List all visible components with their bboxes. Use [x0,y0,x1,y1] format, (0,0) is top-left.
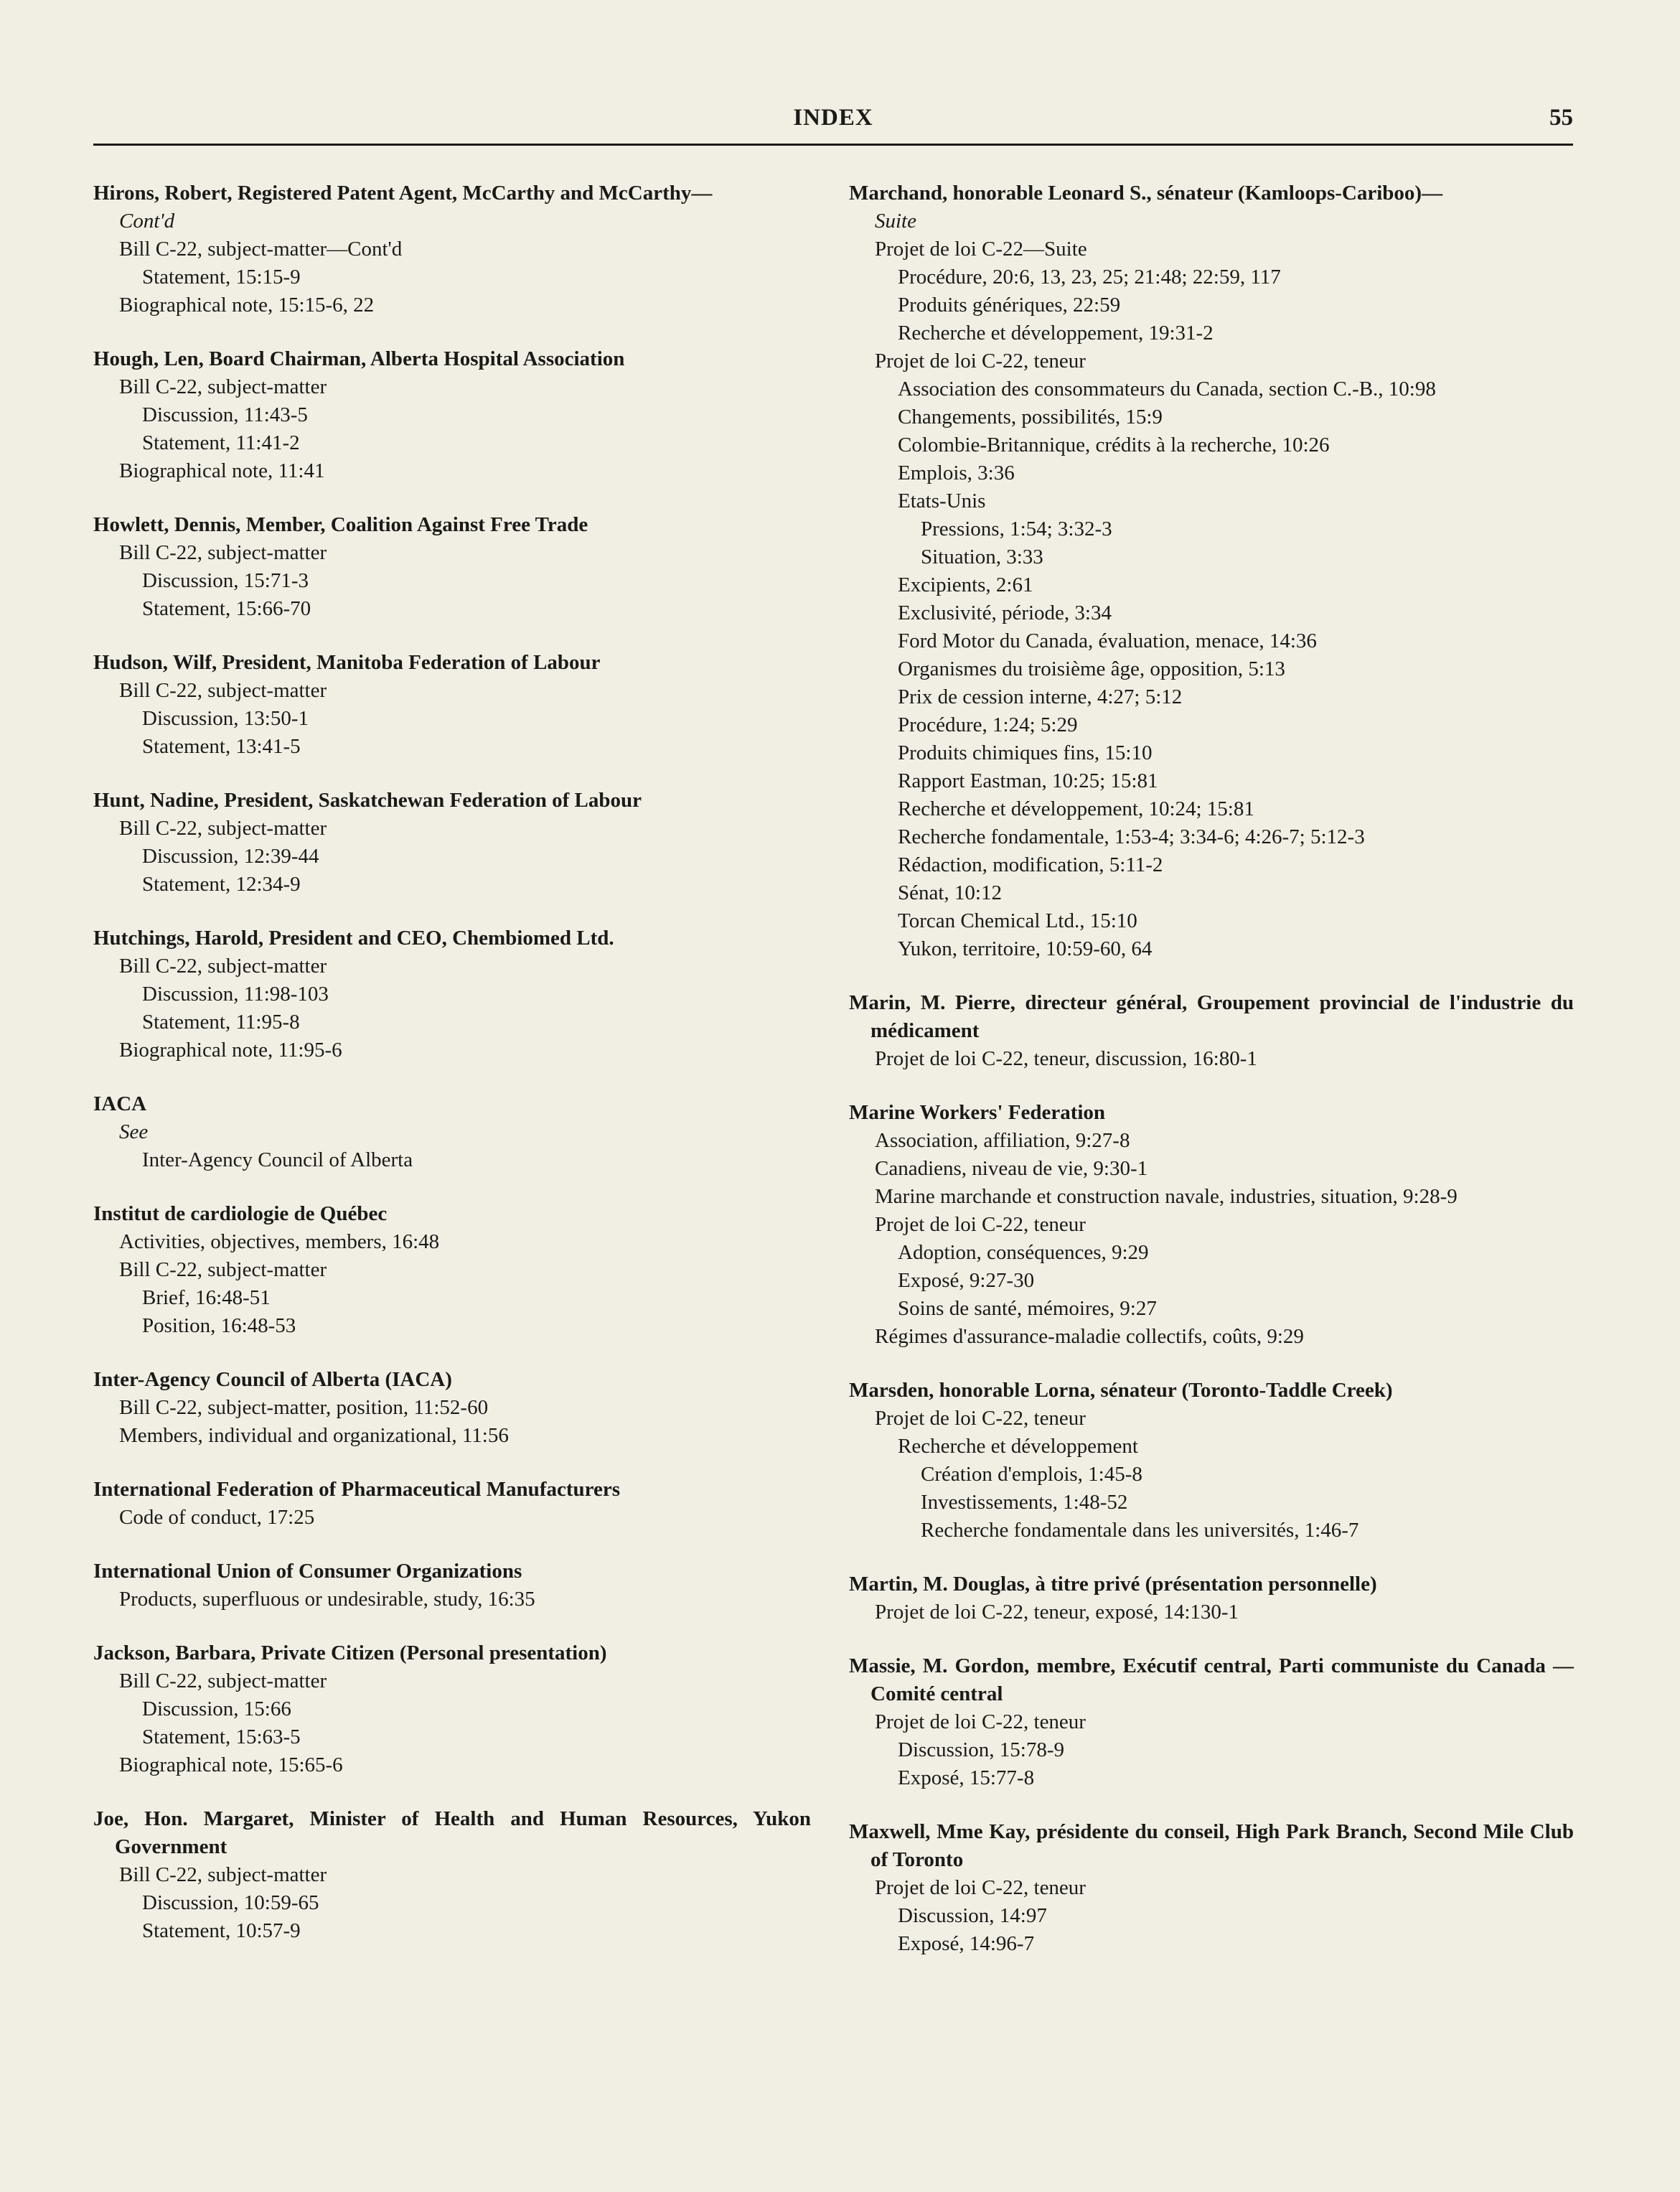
entry-heading: Marine Workers' Federation [849,1101,1106,1124]
subentry-level-2: Procédure, 20:6, 13, 23, 25; 21:48; 22:59, 117 [898,266,1281,289]
subentry-level-2: Discussion, 11:98-103 [142,983,329,1006]
subentry-level-1: Projet de loi C-22, teneur [875,1710,1086,1733]
subentry-level-2: Ford Motor du Canada, évaluation, menace, 14:36 [898,629,1317,652]
subentry-level-2: Yukon, territoire, 10:59-60, 64 [898,937,1153,960]
subentry-level-1: Régimes d'assurance-maladie collectifs, coûts, 9:29 [875,1325,1304,1348]
subentry-level-1: Products, superfluous or undesirable, study, 16:35 [119,1588,535,1611]
entry-heading: Marchand, honorable Leonard S., sénateur (Kamloops-Cariboo)— [849,182,1443,205]
subentry-level-1: Projet de loi C-22, teneur [875,1876,1086,1899]
entry-heading: International Federation of Pharmaceutical Manufacturers [93,1478,621,1501]
subentry-level-1: Biographical note, 11:95-6 [119,1039,342,1062]
index-entry [93,1366,811,1450]
subentry-level-1: Bill C-22, subject-matter [119,1669,327,1692]
subentry-level-1: Projet de loi C-22, teneur, discussion, 16:80-1 [875,1047,1257,1070]
index-entry [849,1570,1574,1626]
entry-heading: Martin, M. Douglas, à titre privé (présentation personnelle) [849,1573,1377,1596]
subentry-level-1: Projet de loi C-22, teneur [875,1407,1086,1430]
subentry-level-2: Discussion, 15:66 [142,1697,291,1720]
subentry-level-1: Bill C-22, subject-matter [119,1863,327,1886]
entry-heading: Hudson, Wilf, President, Manitoba Federation of Labour [93,651,601,674]
index-entry [849,1099,1574,1351]
subentry-level-2: Exposé, 15:77-8 [898,1766,1035,1789]
index-entry [93,511,811,623]
subentry-level-2: Produits génériques, 22:59 [898,294,1121,317]
subentry-level-2: Prix de cession interne, 4:27; 5:12 [898,685,1183,708]
subentry-level-1: Association, affiliation, 9:27-8 [875,1129,1130,1152]
index-entry [849,1652,1574,1792]
subentry-level-2: Recherche et développement, 10:24; 15:81 [898,797,1254,820]
subentry-level-1: Projet de loi C-22, teneur [875,1213,1086,1236]
subentry-level-3: Recherche fondamentale dans les universités, 1:46-7 [921,1519,1359,1542]
right-column [849,179,1574,1984]
subentry-level-3: Situation, 3:33 [921,545,1043,568]
index-entry [93,649,811,761]
subentry-level-2: Produits chimiques fins, 15:10 [898,741,1153,764]
subentry-level-2: Discussion, 13:50-1 [142,707,309,730]
entry-heading: Hutchings, Harold, President and CEO, Chembiomed Ltd. [93,927,614,950]
entry-heading: Jackson, Barbara, Private Citizen (Personal presentation) [93,1641,607,1664]
subentry-level-2: Adoption, conséquences, 9:29 [898,1241,1149,1264]
index-entry [849,1377,1574,1545]
index-entry [849,1818,1574,1958]
subentry-level-1: Biographical note, 15:65-6 [119,1753,343,1776]
entry-heading: Massie, M. Gordon, membre, Exécutif central, Parti communiste du Canada — Comité central [849,1654,1574,1705]
index-entry [93,179,811,319]
header-rule [93,144,1573,146]
subentry-level-2: Position, 16:48-53 [142,1314,296,1337]
subentry-level-2: Changements, possibilités, 15:9 [898,406,1163,428]
subentry-level-2: Excipients, 2:61 [898,573,1033,596]
subentry-level-1: Bill C-22, subject-matter [119,375,327,398]
running-title: INDEX [793,105,873,131]
subentry-level-2: Discussion, 10:59-65 [142,1891,319,1914]
subentry-level-2: Etats-Unis [898,490,986,512]
subentry-level-1: Bill C-22, subject-matter [119,1258,327,1281]
subentry-level-2: Brief, 16:48-51 [142,1286,271,1309]
subentry-level-1: Bill C-22, subject-matter, position, 11:52-60 [119,1396,489,1419]
subentry-level-2: Inter-Agency Council of Alberta [142,1148,413,1171]
subentry-level-2: Sénat, 10:12 [898,881,1002,904]
subentry-level-2: Recherche fondamentale, 1:53-4; 3:34-6; 4:26-7; 5:12-3 [898,825,1365,848]
subentry-level-1: Biographical note, 15:15-6, 22 [119,294,375,317]
entry-heading: Marsden, honorable Lorna, sénateur (Toronto-Taddle Creek) [849,1379,1393,1402]
subentry-level-3: Investissements, 1:48-52 [921,1491,1128,1514]
entry-heading: Hirons, Robert, Registered Patent Agent, McCarthy and McCarthy— [93,182,713,205]
subentry-level-1: Biographical note, 11:41 [119,459,325,482]
index-entry [93,1090,811,1174]
subentry-level-2: Exposé, 14:96-7 [898,1932,1035,1955]
index-entry [849,179,1574,963]
entry-heading: Joe, Hon. Margaret, Minister of Health and Human Resources, Yukon Government [93,1807,811,1858]
subentry-level-2: Statement, 11:95-8 [142,1011,300,1034]
index-entry [93,924,811,1064]
index-entry [93,787,811,899]
subentry-level-2: Rédaction, modification, 5:11-2 [898,853,1163,876]
subentry-level-2: Statement, 15:66-70 [142,597,311,620]
subentry-level-2: Statement, 10:57-9 [142,1919,301,1942]
subentry-level-1: Canadiens, niveau de vie, 9:30-1 [875,1157,1148,1180]
subentry-level-2: Statement, 13:41-5 [142,735,301,758]
index-entry [93,345,811,485]
entry-heading: Hough, Len, Board Chairman, Alberta Hospital Association [93,347,625,370]
entry-heading: Marin, M. Pierre, directeur général, Groupement provincial de l'industrie du médicament [849,991,1574,1042]
subentry-level-2: Discussion, 12:39-44 [142,845,319,868]
subentry-level-1: Bill C-22, subject-matter [119,817,327,840]
subentry-level-1: Activities, objectives, members, 16:48 [119,1230,440,1253]
subentry-level-1: Bill C-22, subject-matter—Cont'd [119,238,403,261]
see-reference: See [119,1120,149,1143]
subentry-level-2: Soins de santé, mémoires, 9:27 [898,1297,1157,1320]
entry-heading: IACA [93,1092,147,1115]
entry-heading: Institut de cardiologie de Québec [93,1202,388,1225]
subentry-level-2: Discussion, 11:43-5 [142,403,308,426]
subentry-level-1: Projet de loi C-22, teneur, exposé, 14:130-1 [875,1601,1239,1624]
subentry-level-3: Pressions, 1:54; 3:32-3 [921,517,1112,540]
entry-heading: Hunt, Nadine, President, Saskatchewan Federation of Labour [93,789,642,812]
index-entry [93,1476,811,1532]
subentry-level-2: Statement, 11:41-2 [142,431,300,454]
index-entry [93,1200,811,1340]
index-entry [93,1639,811,1779]
subentry-level-2: Statement, 12:34-9 [142,873,301,896]
subentry-level-1: Bill C-22, subject-matter [119,541,327,564]
subentry-level-2: Procédure, 1:24; 5:29 [898,713,1078,736]
subentry-level-1: Marine marchande et construction navale, industries, situation, 9:28-9 [875,1185,1458,1208]
subentry-level-1: Projet de loi C-22—Suite [875,238,1087,261]
index-entry [93,1805,811,1945]
subentry-level-2: Statement, 15:63-5 [142,1725,301,1748]
subentry-level-2: Torcan Chemical Ltd., 15:10 [898,909,1137,932]
subentry-level-2: Emplois, 3:36 [898,462,1015,484]
index-entry [93,1558,811,1613]
entry-heading: Howlett, Dennis, Member, Coalition Against Free Trade [93,513,588,536]
page-number: 55 [1549,105,1573,131]
subentry-level-2: Organismes du troisième âge, opposition, 5:13 [898,657,1285,680]
entry-heading: Maxwell, Mme Kay, présidente du conseil, High Park Branch, Second Mile Club of Toronto [849,1820,1574,1871]
subentry-level-1: Code of conduct, 17:25 [119,1506,315,1529]
left-column [93,179,811,1971]
subentry-level-2: Rapport Eastman, 10:25; 15:81 [898,769,1158,792]
subentry-level-2: Statement, 15:15-9 [142,266,301,289]
subentry-level-2: Exposé, 9:27-30 [898,1269,1035,1292]
subentry-level-3: Création d'emplois, 1:45-8 [921,1463,1142,1486]
subentry-level-2: Discussion, 15:71-3 [142,569,309,592]
subentry-level-2: Exclusivité, période, 3:34 [898,601,1112,624]
continued-label: Suite [875,210,916,233]
index-entry [849,989,1574,1073]
subentry-level-2: Recherche et développement [898,1435,1138,1458]
subentry-level-2: Discussion, 14:97 [898,1904,1047,1927]
subentry-level-2: Recherche et développement, 19:31-2 [898,322,1214,345]
subentry-level-2: Discussion, 15:78-9 [898,1738,1064,1761]
page-header [93,105,1573,141]
subentry-level-1: Projet de loi C-22, teneur [875,350,1086,373]
subentry-level-1: Bill C-22, subject-matter [119,679,327,702]
subentry-level-2: Association des consommateurs du Canada, section C.-B., 10:98 [898,378,1436,401]
entry-heading: Inter-Agency Council of Alberta (IACA) [93,1368,452,1391]
subentry-level-1: Bill C-22, subject-matter [119,955,327,978]
continued-label: Cont'd [119,210,175,233]
subentry-level-2: Colombie-Britannique, crédits à la recherche, 10:26 [898,434,1330,456]
entry-heading: International Union of Consumer Organizations [93,1560,522,1583]
subentry-level-1: Members, individual and organizational, 11:56 [119,1424,509,1447]
